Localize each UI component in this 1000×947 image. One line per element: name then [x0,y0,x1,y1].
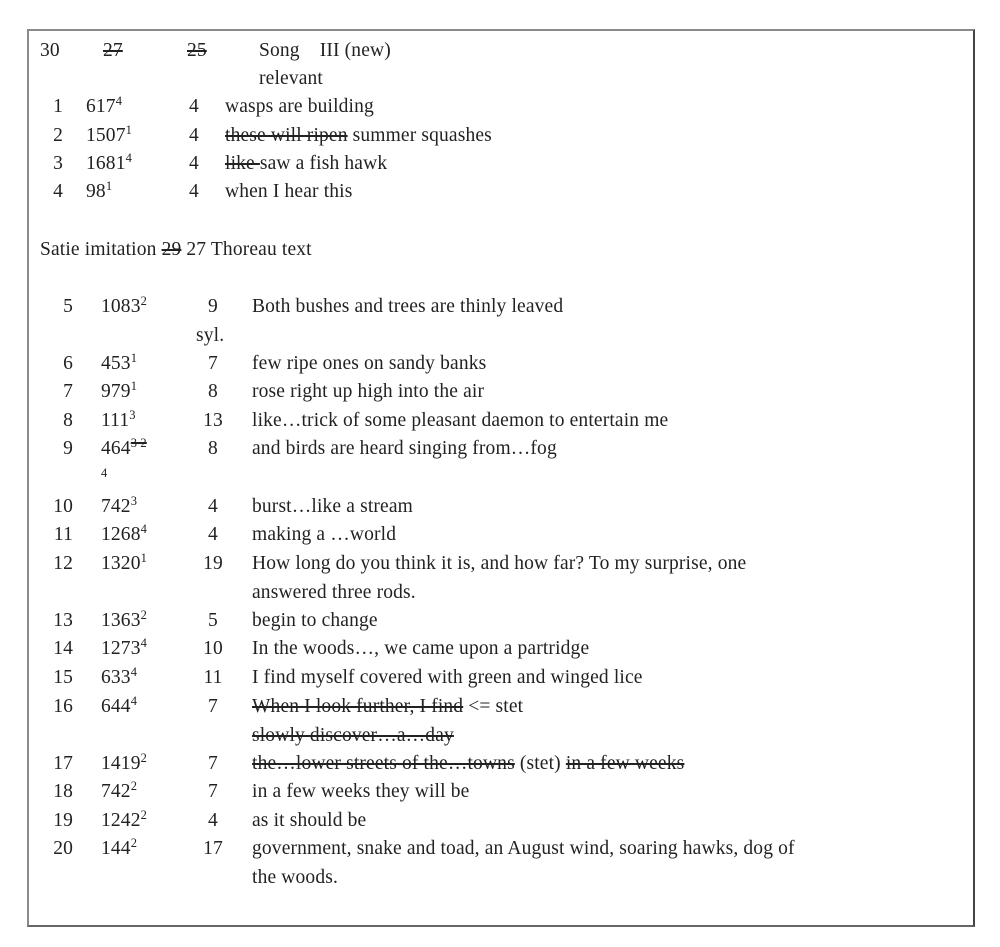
line-text [252,493,413,521]
section-suffix: 27 Thoreau text [181,239,312,260]
line-text [252,693,523,721]
source-id-number: 1268 [101,524,141,545]
source-id [86,150,132,178]
source-id [101,293,147,321]
text: like…trick of some pleasant daemon to entertain me [252,410,669,431]
struck-text: like [225,153,260,174]
line-text-continued: answered three rods. [252,582,416,603]
source-id-superscript: 4 [140,636,148,650]
source-id-superscript: 1 [140,551,148,565]
source-id-superscript: 1 [105,179,113,193]
text: rose right up high into the air [252,381,485,402]
source-id-superscript-revised: 4 [101,466,108,480]
source-id [101,635,147,663]
line-text [252,378,484,406]
syllable-count: 17 [203,838,223,859]
text: <= stet [463,696,524,717]
source-id-number: 979 [101,381,131,402]
source-id-superscript: 2 [130,779,138,793]
line-text [252,435,557,463]
text: wasps are building [225,96,374,117]
source-id-number: 633 [101,667,131,688]
syllable-count: 8 [208,438,218,459]
source-id-superscript: 4 [140,522,148,536]
source-id-superscript: 1 [130,379,138,393]
source-id [86,122,132,150]
text: as it should be [252,810,367,831]
line-text [252,778,469,806]
source-id-superscript: 2 [140,294,148,308]
text: burst…like a stream [252,496,413,517]
row-number: 6 [63,353,73,374]
text: How long do you think it is, and how far? To my surprise, one [252,553,747,574]
line-text-continued: the woods. [252,867,338,888]
row-number: 8 [63,410,73,431]
line-text [252,293,563,321]
source-id-superscript: 4 [130,694,138,708]
row-number: 4 [53,181,63,202]
source-id [101,550,147,578]
section-struck: 29 [161,239,182,260]
line-text [252,550,746,578]
row-number: 1 [53,96,63,117]
source-id-superscript: 2 [140,608,148,622]
source-id-number: 144 [101,838,131,859]
syllable-count: 11 [203,667,223,688]
text: making a …world [252,524,397,545]
source-id-number: 1681 [86,153,126,174]
text: government, snake and toad, an August wind, soaring hawks, dog of [252,838,795,859]
text: Both bushes and trees are thinly leaved [252,296,564,317]
syllable-count: 4 [189,181,199,202]
row-number: 19 [53,810,73,831]
source-id-number: 1242 [101,810,141,831]
source-id-number: 742 [101,496,131,517]
text: In the woods…, we came upon a partridge [252,638,590,659]
line-text-continued-struck: slowly discover…a…day [252,725,454,746]
source-id-number: 617 [86,96,116,117]
source-id-superscript: 3 [130,494,138,508]
source-id-superscript: 2 [130,836,138,850]
header-col1: 30 [40,40,60,61]
source-id [101,664,137,692]
syllable-note: syl. [196,325,225,346]
source-id [101,693,137,721]
text: summer squashes [347,125,492,146]
struck-text: the…lower streets of the…towns [252,753,515,774]
source-id [101,807,147,835]
source-id [86,178,112,206]
source-id [101,750,147,778]
syllable-count: 4 [208,496,218,517]
source-id [101,521,147,549]
header-title [259,37,391,65]
source-id-superscript: 4 [130,665,138,679]
source-id-number: 1507 [86,125,126,146]
line-text [252,835,795,863]
row-number: 9 [63,438,73,459]
source-id-number: 1419 [101,753,141,774]
syllable-count: 7 [208,353,218,374]
syllable-count: 4 [208,810,218,831]
struck-text: these will ripen [225,125,348,146]
row-number: 14 [53,638,73,659]
source-id-superscript-struck: 3 2 [130,436,147,450]
source-id-number: 98 [86,181,106,202]
source-id-superscript: 2 [140,808,148,822]
row-number: 5 [63,296,73,317]
source-id-number: 1273 [101,638,141,659]
line-text [225,93,374,121]
source-id-superscript: 1 [130,351,138,365]
header-title-suffix: III (new) [319,40,391,61]
source-id [101,835,137,863]
line-text [225,150,387,178]
syllable-count: 4 [189,153,199,174]
source-id-superscript: 4 [115,94,123,108]
header-title-word: Song [259,40,300,61]
syllable-count: 10 [203,638,223,659]
source-id [101,435,147,463]
syllable-count: 8 [208,381,218,402]
text: and birds are heard singing from…fog [252,438,557,459]
text: (stet) [514,753,566,774]
source-id [101,350,137,378]
document-frame [27,29,975,927]
line-text [252,664,643,692]
text: begin to change [252,610,378,631]
header-col2-struck: 27 [103,40,123,61]
source-id-number: 1363 [101,610,141,631]
source-id-number: 644 [101,696,131,717]
row-number: 18 [53,781,73,802]
source-id [101,607,147,635]
line-text [252,635,589,663]
source-id [101,378,137,406]
text: when I hear this [225,181,353,202]
line-text [252,407,668,435]
row-number: 17 [53,753,73,774]
syllable-count: 4 [189,125,199,146]
text: in a few weeks they will be [252,781,470,802]
line-text [252,521,396,549]
row-number: 16 [53,696,73,717]
row-number: 15 [53,667,73,688]
text: few ripe ones on sandy banks [252,353,487,374]
source-id-superscript: 1 [125,123,133,137]
line-text [252,750,684,778]
syllable-count: 5 [208,610,218,631]
syllable-count: 19 [203,553,223,574]
source-id [101,407,136,435]
section-prefix: Satie imitation [40,239,162,260]
row-number: 7 [63,381,73,402]
source-id [101,493,137,521]
struck-text-end: in a few weeks [565,753,685,774]
row-number: 2 [53,125,63,146]
source-id-superscript: 3 [129,408,136,422]
row-number: 13 [53,610,73,631]
syllable-count: 7 [208,696,218,717]
line-text [252,607,378,635]
text: saw a fish hawk [259,153,388,174]
source-id-superscript: 4 [125,151,133,165]
row-number: 10 [53,496,73,517]
source-id-number: 464 [101,438,131,459]
source-id [86,93,122,121]
section-heading [40,236,312,264]
syllable-count: 4 [208,524,218,545]
source-id [101,778,137,806]
syllable-count: 7 [208,781,218,802]
source-id-number: 1083 [101,296,141,317]
syllable-count: 13 [203,410,223,431]
syllable-count: 7 [208,753,218,774]
source-id-number: 1320 [101,553,141,574]
row-number: 20 [53,838,73,859]
row-number: 3 [53,153,63,174]
line-text [252,350,486,378]
source-id-number: 742 [101,781,131,802]
syllable-count: 9 [208,296,218,317]
syllable-count: 4 [189,96,199,117]
row-number: 12 [53,553,73,574]
line-text [225,122,492,150]
source-id-superscript: 2 [140,751,148,765]
struck-text: When I look further, I find [252,696,464,717]
source-id-number: 453 [101,353,131,374]
text: I find myself covered with green and winged lice [252,667,643,688]
header-subtitle: relevant [259,68,323,89]
line-text [252,807,366,835]
source-id-number: 111 [101,410,130,431]
header-col3-struck: 25 [187,40,207,61]
row-number: 11 [53,524,73,545]
line-text [225,178,352,206]
